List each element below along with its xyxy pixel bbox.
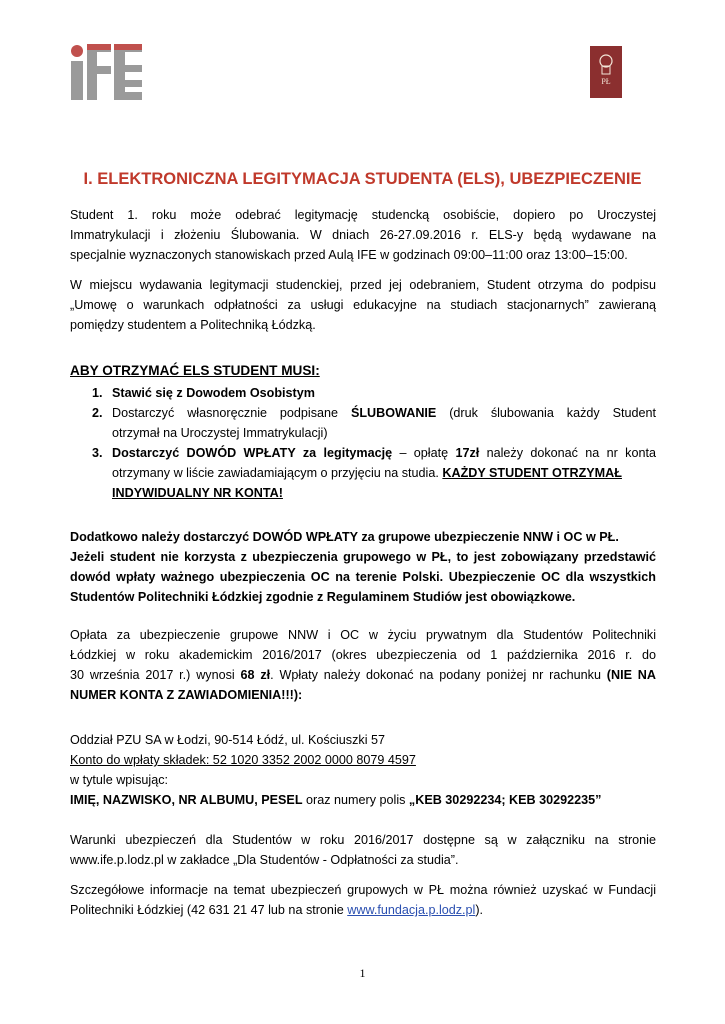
list-item: 2. Dostarczyć własnoręcznie podpisane ŚLUBOWANIE (druk ślubowania każdy Student otrzymał na Uroczystej Immatrykulacji)	[92, 406, 656, 440]
pl-university-logo	[590, 46, 622, 98]
list-item: 3. Dostarczyć DOWÓD WPŁATY za legitymację – opłatę 17zł należy dokonać na nr konta otrzymany w liście zawiadamiającym o przyjęciu na studia. KAŻDY STUDENT OTRZYMAŁ INDYWIDUALNY NR KONTA!	[92, 446, 656, 500]
ife-logo	[70, 44, 142, 100]
requirements-list	[92, 383, 656, 503]
paragraph-conditions: Warunki ubezpieczeń dla Studentów w roku 2016/2017 dostępne są w załączniku na stronie www.ife.p.lodz.pl w zakładce „Dla Studentów - Odpłatności za studia”.	[70, 833, 656, 867]
paragraph-foundation: Szczegółowe informacje na temat ubezpieczeń grupowych w PŁ można również uzyskać w Fundacji Politechniki Łódzkiej (42 631 21 47 lub na stronie www.fundacja.p.lodz.pl).	[70, 883, 656, 917]
bank-details: Oddział PZU SA w Łodzi, 90-514 Łódź, ul. Kościuszki 57 Konto do wpłaty składek: 52 1020 3352 2002 0000 8079 4597 w tytule wpisując: IMIĘ, NAZWISKO, NR ALBUMU, PESEL oraz numery polis „KEB 30292234; KEB 30292235”	[70, 733, 602, 807]
paragraph-insurance-fee: Opłata za ubezpieczenie grupowe NNW i OC w życiu prywatnym dla Studentów Politechniki Łódzkiej w roku akademickim 2016/2017 (okres ubezpieczenia od 1 października 2016 r. do 30 września 2017 r.) wynosi 68 zł. Wpłaty należy dokonać na podany poniżej nr rachunku (NIE NA NUMER KONTA Z ZAWIADOMIENIA!!!):	[70, 628, 656, 702]
section-title: I. ELEKTRONICZNA LEGITYMACJA STUDENTA (ELS), UBEZPIECZENIE	[83, 170, 642, 188]
paragraph-els-pickup: Student 1. roku może odebrać legitymację studencką osobiście, dopiero po Uroczystej Immatrykulacji i złożeniu Ślubowania. W dniach 26-27.09.2016 r. ELS-y będą wydawane na specjalnie wyznaczonych stanowiskach przed Aulą IFE w godzinach 09:00–11:00 oraz 13:00–15:00.	[70, 208, 656, 262]
paragraph-contract: W miejscu wydawania legitymacji studenckiej, przed jej odebraniem, Student otrzyma do podpisu „Umowę o warunkach odpłatności za usługi edukacyjne na studiach stacjonarnych” zawieraną pomiędzy studentem a Politechniką Łódzką.	[70, 278, 656, 332]
list-item: 1. Stawić się z Dowodem Osobistym	[92, 386, 315, 400]
page-number: 1	[359, 966, 366, 980]
paragraph-insurance-required: Dodatkowo należy dostarczyć DOWÓD WPŁATY za grupowe ubezpieczenie NNW i OC w PŁ. Jeżeli student nie korzysta z ubezpieczenia grupowego w PŁ, to jest zobowiązany przedstawić dowód wpłaty ważnego ubezpieczenia OC na terenie Polski. Ubezpieczenie OC dla wszystkich Studentów Politechniki Łódzkiej zgodnie z Regulaminem Studiów jest obowiązkowe.	[70, 530, 656, 604]
foundation-link[interactable]: www.fundacja.p.lodz.pl	[347, 903, 476, 917]
svg-text:PŁ: PŁ	[601, 77, 611, 86]
requirements-subheading: ABY OTRZYMAĆ ELS STUDENT MUSI:	[70, 363, 320, 378]
svg-text:iFE: iFE	[70, 44, 72, 45]
